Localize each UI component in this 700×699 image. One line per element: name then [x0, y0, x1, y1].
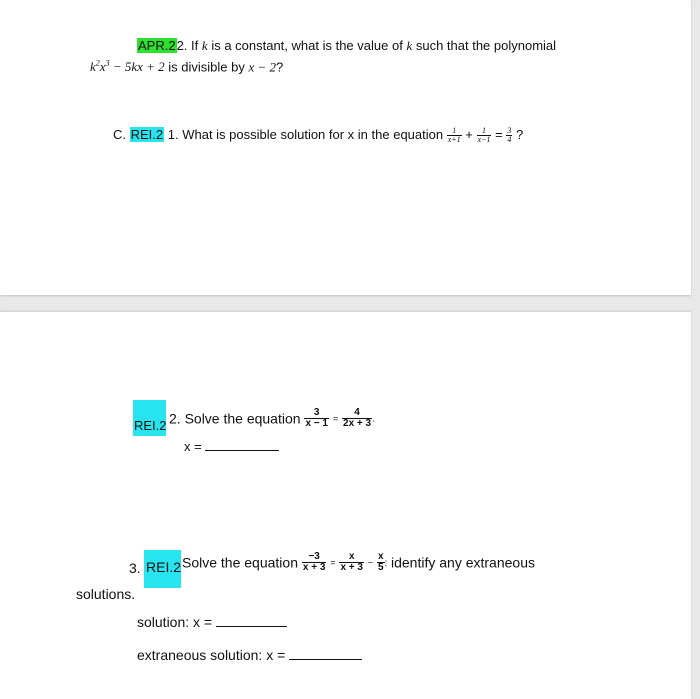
apr-number: 2.: [176, 38, 192, 53]
q3-extraneous-line: [137, 647, 362, 663]
question-apr-line2: [90, 59, 283, 75]
q2-fraction-2: $\frac{4}{2x + 3}$: [343, 407, 372, 429]
q3-fraction-1: $\frac{-3}{x + 3}$: [302, 551, 326, 573]
q3-solution-line: [137, 614, 287, 630]
question-rei-1: [113, 127, 523, 144]
polynomial: $k^2x^3 - 5kx + 2$: [90, 59, 165, 75]
q3-equals: =: [330, 557, 336, 568]
rei1-plus: +: [465, 127, 473, 142]
apr-divisible-text: is divisible by: [168, 59, 245, 75]
q2-text: 2. Solve the equation: [169, 410, 301, 427]
q2-tag-label: REI.2: [134, 418, 167, 433]
rei1-prefix: C.: [113, 127, 126, 142]
apr-text: If: [191, 38, 199, 53]
question-apr-line1: [137, 38, 556, 54]
rei1-fraction-3: $\frac{3}{4}$: [507, 126, 512, 145]
q3-fraction-3: $\frac{x}{5}$: [378, 551, 384, 573]
q3-text-3: solutions.: [76, 586, 136, 602]
q3-text-2: identify any extraneous: [391, 554, 535, 571]
q3-fraction-2: $\frac{x}{x + 3}$: [340, 551, 363, 573]
q3-text: Solve the equation: [182, 554, 298, 571]
q3-solution-blank[interactable]: [216, 626, 287, 627]
apr-text: is a constant, what is the value of: [211, 38, 403, 53]
apr-text: such that the polynomial: [415, 38, 557, 53]
rei1-fraction-2: $\frac{1}{x-1}$: [477, 126, 491, 145]
q3-number: 3.: [129, 560, 141, 576]
q2-answer-blank[interactable]: [205, 450, 279, 451]
q2-answer-label: x =: [184, 439, 202, 454]
divisor: x − 2: [248, 59, 277, 75]
rei1-text: 1. What is possible solution for x in the equation: [167, 127, 444, 142]
q2-fraction-1: $\frac{3}{x - 1}$: [305, 407, 328, 429]
q3-minus: −: [367, 557, 374, 568]
q3-extraneous-label: extraneous solution: x =: [137, 647, 286, 663]
apr-k: k: [201, 38, 208, 53]
page-1: [0, 0, 691, 295]
q3-extraneous-blank[interactable]: [289, 659, 362, 660]
q3-tag-label: REI.2: [146, 559, 182, 575]
q3-semicolon: ;: [384, 557, 388, 568]
rei1-fraction-1: $\frac{1}{x+1}$: [447, 126, 461, 145]
rei1-tag: REI.2: [130, 127, 164, 142]
q2-equals: =: [332, 413, 339, 424]
apr-tag: APR.2: [138, 38, 176, 53]
question-3: [182, 552, 535, 573]
apr-k: k: [406, 38, 413, 53]
q2-answer-line: [184, 439, 279, 454]
apr-qmark: ?: [276, 59, 284, 75]
rei1-equals: =: [495, 127, 503, 142]
q3-solution-label: solution: x =: [137, 614, 213, 630]
page-2: [0, 312, 691, 699]
q2-period: .: [372, 413, 375, 424]
rei1-qmark: ?: [515, 127, 524, 142]
question-2: [169, 408, 375, 429]
